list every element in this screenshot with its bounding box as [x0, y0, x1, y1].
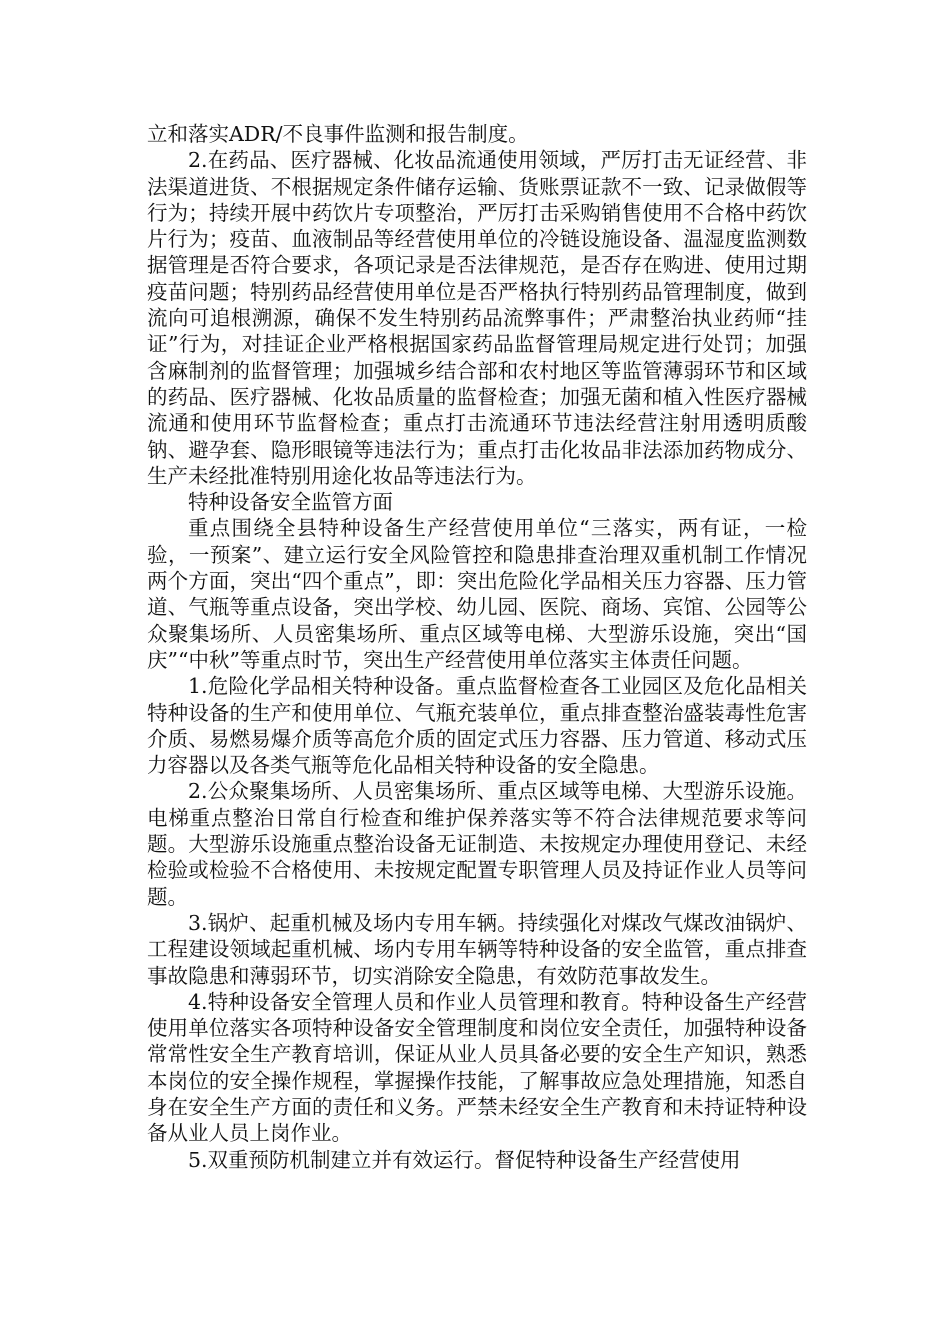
section-heading-special-equipment: 特种设备安全监管方面	[188, 490, 393, 515]
paragraph-item-5: 5.双重预防机制建立并有效运行。督促特种设备生产经营使用	[188, 1147, 741, 1172]
paragraph-item-2: 2.公众聚集场所、人员密集场所、重点区域等电梯、大型游乐设施。电梯重点整治日常自行检查和维护保养落实等不符合法律规范要求等问题。大型游乐设施重点整治设备无证制造、未按规定办理使用登记、未经检验或检验不合格使用、未按规定配置专职管理人员及持证作业人员等问题。	[147, 779, 807, 909]
paragraph-item-1: 1.危险化学品相关特种设备。重点监督检查各工业园区及危化品相关特种设备的生产和使用单位、气瓶充装单位，重点排查整治盛装毒性危害介质、易燃易爆介质等高危介质的固定式压力容器、压力管道、移动式压力容器以及各类气瓶等危化品相关特种设备的安全隐患。	[147, 674, 807, 778]
document-body	[147, 121, 807, 1173]
paragraph-drug-circulation: 2.在药品、医疗器械、化妆品流通使用领域，严厉打击无证经营、非法渠道进货、不根据规定条件储存运输、货账票证款不一致、记录做假等行为；持续开展中药饮片专项整治，严厉打击采购销售使用不合格中药饮片行为；疫苗、血液制品等经营使用单位的冷链设施设备、温湿度监测数据管理是否符合要求，各项记录是否法律规范，是否存在购进、使用过期疫苗问题；特别药品经营使用单位是否严格执行特别药品管理制度，做到流向可追根溯源，确保不发生特别药品流弊事件；严肃整治执业药师“挂证”行为，对挂证企业严格根据国家药品监督管理局规定进行处罚；加强含麻制剂的监督管理；加强城乡结合部和农村地区等监管薄弱环节和区域的药品、医疗器械、化妆品质量的监督检查；加强无菌和植入性医疗器械流通和使用环节监督检查；重点打击流通环节违法经营注射用透明质酸钠、避孕套、隐形眼镜等违法行为；重点打击化妆品非法添加药物成分、生产未经批准特别用途化妆品等违法行为。	[147, 148, 807, 488]
paragraph-continuation: 立和落实ADR/不良事件监测和报告制度。	[147, 122, 529, 146]
paragraph-special-equipment-overview: 重点围绕全县特种设备生产经营使用单位“三落实，两有证，一检验，一预案”、建立运行安全风险管控和隐患排查治理双重机制工作情况两个方面，突出“四个重点”，即：突出危险化学品相关压力容器、压力管道、气瓶等重点设备，突出学校、幼儿园、医院、商场、宾馆、公园等公众聚集场所、人员密集场所、重点区域等电梯、大型游乐设施，突出“国庆”“中秋”等重点时节，突出生产经营使用单位落实主体责任问题。	[147, 516, 807, 672]
paragraph-item-3: 3.锅炉、起重机械及场内专用车辆。持续强化对煤改气煤改油锅炉、工程建设领域起重机械、场内专用车辆等特种设备的安全监管，重点排查事故隐患和薄弱环节，切实消除安全隐患，有效防范事故发生。	[147, 910, 807, 988]
paragraph-item-4: 4.特种设备安全管理人员和作业人员管理和教育。特种设备生产经营使用单位落实各项特种设备安全管理制度和岗位安全责任，加强特种设备常常性安全生产教育培训，保证从业人员具备必要的安全生产知识，熟悉本岗位的安全操作规程，掌握操作技能，了解事故应急处理措施，知悉自身在安全生产方面的责任和义务。严禁未经安全生产教育和未持证特种设备从业人员上岗作业。	[147, 989, 807, 1146]
